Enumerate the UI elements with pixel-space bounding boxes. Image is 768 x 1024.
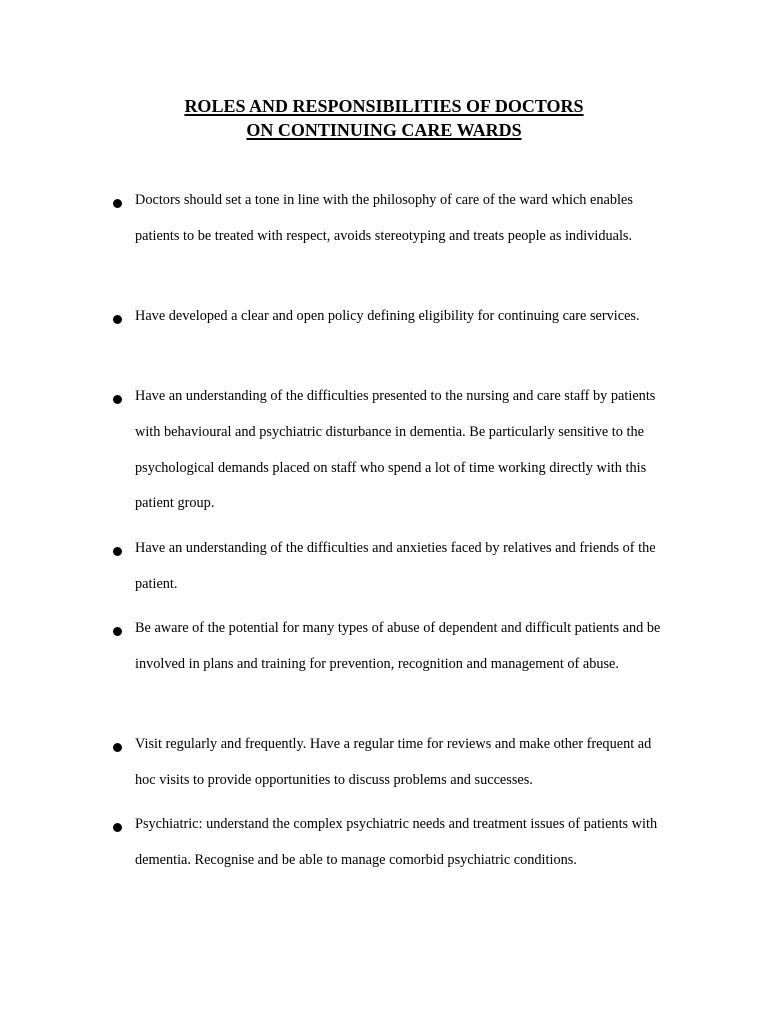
- list-item-text: Psychiatric: understand the complex psychiatric needs and treatment issues of patients with dementia. Recognise and be able to manage comorbid psychiatric conditions.: [135, 816, 658, 868]
- bullet-icon: [113, 315, 122, 324]
- title-line-2: ON CONTINUING CARE WARDS: [246, 120, 522, 140]
- bullet-icon: [113, 823, 122, 832]
- bullet-icon: [113, 395, 122, 404]
- bullet-icon: [113, 627, 122, 636]
- bullet-icon: [113, 199, 122, 208]
- list-item-text: Have an understanding of the difficulties and anxieties faced by relatives and friends of the patient.: [135, 540, 656, 592]
- bullet-icon: [113, 547, 122, 556]
- list-item-text: Have developed a clear and open policy defining eligibility for continuing care services.: [135, 308, 640, 324]
- list-item-text: Visit regularly and frequently. Have a regular time for reviews and make other frequent ad hoc visits to provide opportunities to discuss problems and successes.: [135, 736, 652, 788]
- list-item-text: Have an understanding of the difficulties presented to the nursing and care staff by patients with behavioural and psychiatric disturbance in dementia. Be particularly sensitive to the psychological demands placed on staff who spend a lot of time working directly with this patient group.: [135, 388, 656, 512]
- list-item-text: Doctors should set a tone in line with the philosophy of care of the ward which enables patients to be treated with respect, avoids stereotyping and treats people as individuals.: [135, 192, 633, 244]
- list-item-text: Be aware of the potential for many types of abuse of dependent and difficult patients and be involved in plans and training for prevention, recognition and management of abuse.: [135, 620, 661, 672]
- bullet-icon: [113, 743, 122, 752]
- title-line-1: ROLES AND RESPONSIBILITIES OF DOCTORS: [184, 96, 584, 116]
